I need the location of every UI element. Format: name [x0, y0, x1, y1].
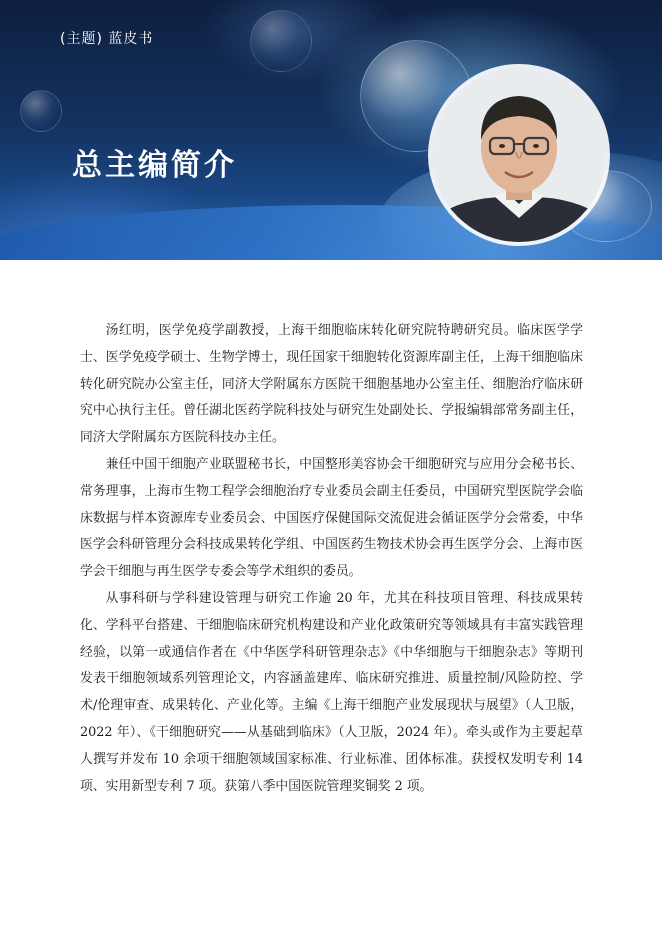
portrait-photo: [432, 68, 606, 242]
bio-paragraph: 兼任中国干细胞产业联盟秘书长，中国整形美容协会干细胞研究与应用分会秘书长、常务理事，上海市生物工程学会细胞治疗专业委员会副主任委员，中国研究型医院学会临床数据与样本资源库专业委员会、中国医疗保健国际交流促进会循证医学分会常委，中华医学会科研管理分会科技成果转化学组、中国医药生物技术协会再生医学分会、上海市医学会干细胞与再生医学专委会等学术组织的委员。: [80, 456, 583, 580]
header-banner: [0, 0, 662, 260]
banner-bubble: [20, 90, 62, 132]
bio-paragraph: 汤红明，医学免疫学副教授，上海干细胞临床转化研究院特聘研究员。临床医学学士、医学免疫学硕士、生物学博士，现任国家干细胞转化资源库副主任，上海干细胞临床转化研究院办公室主任，同济大学附属东方医院干细胞基地办公室主任、细胞治疗临床研究中心执行主任。曾任湖北医药学院科技处与研究生处副处长、学报编辑部常务副主任，同济大学附属东方医院科技办主任。: [80, 323, 583, 446]
bio-text: [80, 318, 583, 800]
bio-paragraph: 从事科研与学科建设管理与研究工作逾 20 年，尤其在科技项目管理、科技成果转化、学科平台搭建、干细胞临床研究机构建设和产业化政策研究等领域具有丰富实践管理经验，以第一或通信作者在《中华医学科研管理杂志》《中华细胞与干细胞杂志》等期刊发表干细胞领域系列管理论文，内容涵盖建库、临床研究推进、质量控制/风险防控、学术/伦理审查、成果转化、产业化等。主编《上海干细胞产业发展现状与展望》（人卫版，2022 年）、《干细胞研究——从基础到临床》（人卫版，2024 年）。牵头或作为主要起草人撰写并发布 10 余项干细胞领域国家标准、行业标准、团体标准。获授权发明专利 14 项、实用新型专利 7 项。获第八季中国医院管理奖铜奖 2 项。: [80, 590, 583, 794]
series-label: (主题) 蓝皮书: [60, 31, 154, 47]
page-title: 总主编简介: [72, 148, 237, 183]
banner-bubble: [250, 10, 312, 72]
author-portrait: [432, 68, 606, 242]
